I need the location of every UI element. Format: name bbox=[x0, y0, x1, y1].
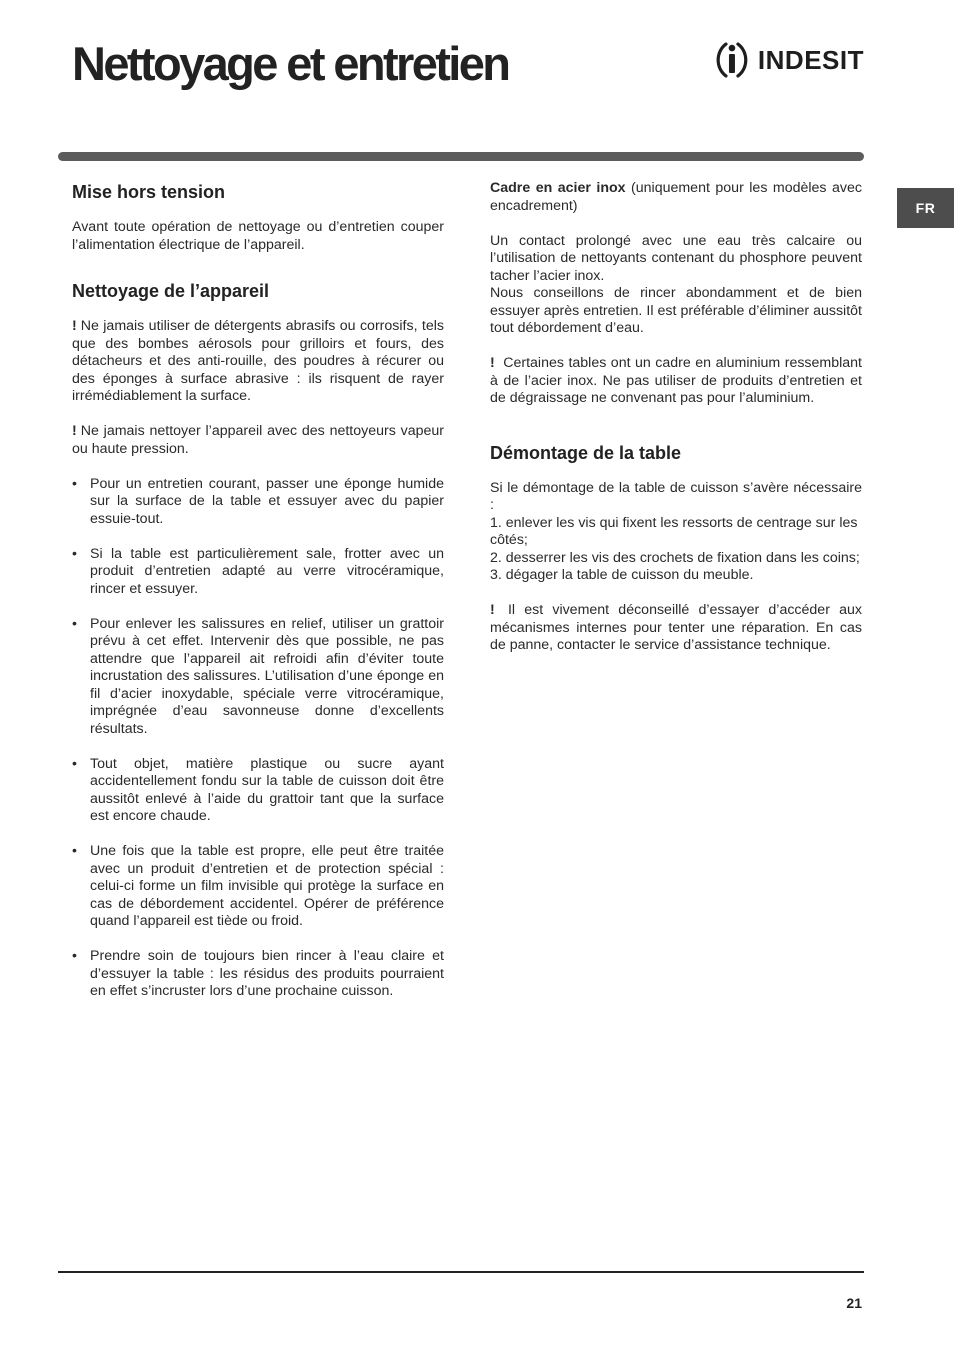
list-item: • Pour un entretien courant, passer une éponge humide sur la surface de la table et essuyer avec du papier essuie-tout. bbox=[72, 476, 444, 529]
stainless-frame-label: Cadre en acier inox (uniquement pour les modèles avec encadrement) bbox=[490, 180, 862, 214]
list-item: • Une fois que la table est propre, elle peut être traitée avec un produit d’entretien et de protection spécial : celui-ci forme un film invisible qui protège la surface en cas de débordement accidentel. Opérer de préférence quand l’appareil est tiède ou froid. bbox=[72, 843, 444, 931]
right-column bbox=[490, 180, 862, 655]
language-tab: FR bbox=[897, 188, 954, 228]
section-heading-power-off: Mise hors tension bbox=[72, 182, 226, 202]
step-item: 3. dégager la table de cuisson du meuble. bbox=[490, 567, 754, 583]
list-item: • Pour enlever les salissures en relief, utiliser un grattoir prévu à cet effet. Intervenir dès que possible, ne pas attendre que l’appareil ait refroidi afin d’éviter toute incrustation des salissures. L’utilisation d’une éponge en fil d’acier inoxydable, spéciale verre vitrocéramique, imprégnée d’eau savonneuse donne d’excellents résultats. bbox=[72, 616, 444, 739]
page-title: Nettoyage et entretien bbox=[72, 37, 509, 90]
bottom-divider bbox=[58, 1271, 864, 1273]
dismount-intro: Si le démontage de la table de cuisson s’avère nécessaire : bbox=[490, 479, 862, 513]
warning-icon: ! bbox=[490, 355, 495, 371]
section-heading-dismount: Démontage de la table bbox=[490, 442, 682, 463]
warning-icon: ! bbox=[72, 318, 77, 334]
step-item: 1. enlever les vis qui fixent les ressorts de centrage sur les côtés; bbox=[490, 514, 858, 548]
section-heading-cleaning: Nettoyage de l’appareil bbox=[72, 281, 270, 301]
list-item: • Tout objet, matière plastique ou sucre ayant accidentellement fondu sur la table de cuisson doit être aussitôt enlevé à l’aide du grattoir tant que la surface est encore chaude. bbox=[72, 756, 444, 826]
dismount-steps bbox=[490, 515, 862, 585]
power-off-text: Avant toute opération de nettoyage ou d’entretien couper l’alimentation électrique de l’appareil. bbox=[72, 219, 444, 253]
info-i-logo-icon bbox=[712, 38, 752, 82]
brand-logo bbox=[712, 38, 864, 82]
cleaning-warning-2: ! Ne jamais nettoyer l’appareil avec des nettoyeurs vapeur ou haute pression. bbox=[72, 423, 444, 457]
warning-icon: ! bbox=[72, 423, 77, 439]
brand-name: INDESIT bbox=[757, 44, 864, 75]
page-number: 21 bbox=[846, 1295, 862, 1311]
list-item: • Si la table est particulièrement sale, frotter avec un produit d’entretien adapté au verre vitrocéramique, rincer et essuyer. bbox=[72, 546, 444, 599]
stainless-frame-para-1: Un contact prolongé avec une eau très calcaire ou l’utilisation de nettoyants contenant du phosphore peuvent tacher l’acier inox. bbox=[490, 232, 862, 284]
warning-icon: ! bbox=[490, 602, 495, 618]
aluminium-warning: ! Certaines tables ont un cadre en aluminium ressemblant à de l’acier inox. Ne pas utiliser de produits d’entretien et de dégraissage ne convenant pas pour l’aluminium. bbox=[490, 355, 862, 406]
cleaning-warning-1: ! Ne jamais utiliser de détergents abrasifs ou corrosifs, tels que des bombes aérosols pour grilloirs et fours, des détacheurs et des anti-rouille, des poudres à récurer ou des éponges à surface abrasive : ils risquent de rayer irrémédiablement la surface. bbox=[72, 318, 444, 404]
list-item: • Prendre soin de toujours bien rincer à l’eau claire et d’essuyer la table : les résidus des produits pourraient en effet s’incruster lors d’une prochaine cuisson. bbox=[72, 948, 444, 1001]
step-item: 2. desserrer les vis des crochets de fixation dans les coins; bbox=[490, 549, 860, 566]
top-divider bbox=[58, 152, 864, 161]
stainless-frame-para-2: Nous conseillons de rincer abondamment et de bien essuyer après entretien. Il est préférable d’éliminer aussitôt tout débordement d’eau. bbox=[490, 285, 862, 336]
left-column bbox=[72, 180, 444, 1018]
cleaning-bullets bbox=[72, 476, 444, 1001]
repair-warning: ! Il est vivement déconseillé d’essayer d’accéder aux mécanismes internes pour tenter une réparation. En cas de panne, contacter le service d’assistance technique. bbox=[490, 602, 862, 653]
